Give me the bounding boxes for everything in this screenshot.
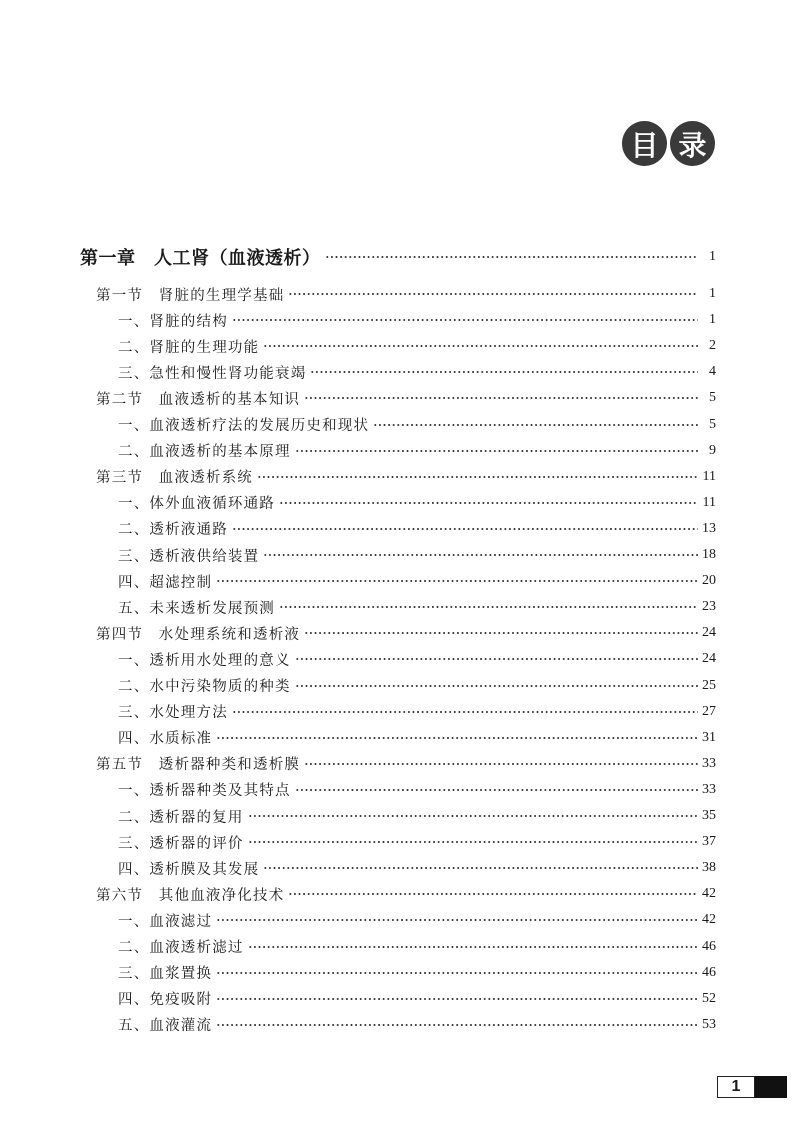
toc-item-page: 4 <box>709 364 716 380</box>
toc-item[interactable] <box>118 360 716 384</box>
toc-item[interactable] <box>118 935 716 959</box>
heading-char-2: 录 <box>670 121 715 166</box>
toc-section-label: 第六节 其他血液净化技术 <box>96 887 285 904</box>
toc-item-label: 二、透析器的复用 <box>118 809 244 826</box>
toc-item[interactable] <box>118 987 716 1011</box>
toc-item[interactable] <box>118 439 716 463</box>
toc-item[interactable] <box>118 830 716 854</box>
toc-section[interactable] <box>96 621 716 645</box>
toc-item-page: 25 <box>702 677 716 693</box>
dot-leader <box>216 1024 698 1026</box>
toc-item-label: 一、透析器种类及其特点 <box>118 783 291 800</box>
toc-section-page: 42 <box>702 886 716 902</box>
toc-section-label: 第一节 肾脏的生理学基础 <box>96 287 285 304</box>
toc-item-label: 三、血浆置换 <box>118 966 213 983</box>
toc-section-page: 33 <box>702 755 716 771</box>
toc-item[interactable] <box>118 517 716 541</box>
toc-item[interactable] <box>118 491 716 515</box>
dot-leader <box>279 502 698 504</box>
dot-leader <box>232 528 698 530</box>
toc-item-page: 38 <box>702 860 716 876</box>
dot-leader <box>216 972 698 974</box>
toc-section-page: 1 <box>709 286 716 301</box>
toc-section[interactable] <box>96 386 716 410</box>
dot-leader <box>304 763 698 765</box>
toc-item-page: 42 <box>702 912 716 928</box>
toc-item[interactable] <box>118 961 716 985</box>
dot-leader <box>373 424 698 426</box>
toc-item-label: 二、血液透析滤过 <box>118 940 244 956</box>
toc-item-label: 一、肾脏的结构 <box>118 313 228 330</box>
toc-item-page: 35 <box>702 808 716 823</box>
toc-section-page: 24 <box>702 625 716 641</box>
dot-leader <box>295 789 698 791</box>
toc-item[interactable] <box>118 856 716 880</box>
toc-item-label: 四、超滤控制 <box>118 574 213 591</box>
dot-leader <box>216 580 698 582</box>
toc-item[interactable] <box>118 413 716 437</box>
toc-chapter[interactable] <box>80 242 716 272</box>
heading-char-1: 目 <box>622 121 667 166</box>
toc-item-page: 46 <box>702 938 716 954</box>
toc-item-page: 27 <box>702 703 716 719</box>
toc-item-label: 一、体外血液循环通路 <box>118 496 275 513</box>
dot-leader <box>304 397 698 399</box>
dot-leader <box>295 658 698 660</box>
toc-item-page: 24 <box>702 651 716 667</box>
toc-section-page: 5 <box>709 390 716 406</box>
dot-leader <box>263 554 698 556</box>
toc-item-label: 一、透析用水处理的意义 <box>118 652 291 669</box>
toc-item[interactable] <box>118 778 716 802</box>
toc-section-page: 11 <box>702 468 716 484</box>
toc-item-label: 五、血液灌流 <box>118 1018 213 1035</box>
toc-item-label: 三、透析液供给装置 <box>118 548 260 565</box>
dot-leader <box>232 711 698 713</box>
dot-leader <box>295 685 698 687</box>
dot-leader <box>257 476 698 478</box>
dot-leader <box>310 371 698 373</box>
dot-leader <box>232 319 698 321</box>
toc-section-label: 第三节 血液透析系统 <box>96 470 253 487</box>
toc-item-page: 5 <box>709 416 716 432</box>
toc-section-label: 第四节 水处理系统和透析液 <box>96 626 301 643</box>
toc-item-page: 2 <box>709 338 716 354</box>
toc-section[interactable] <box>96 282 716 306</box>
toc-item[interactable] <box>118 647 716 671</box>
toc-item[interactable] <box>118 543 716 567</box>
dot-leader <box>295 450 698 452</box>
page-number: 1 <box>717 1076 755 1098</box>
toc-item-label: 五、未来透析发展预测 <box>118 600 275 617</box>
toc-item-page: 33 <box>702 781 716 797</box>
toc-item-label: 二、血液透析的基本原理 <box>118 444 291 461</box>
toc-item[interactable] <box>118 334 716 358</box>
toc-item[interactable] <box>118 569 716 593</box>
dot-leader <box>288 293 698 295</box>
dot-leader <box>263 345 698 347</box>
page-number-bar <box>755 1076 787 1098</box>
toc-item-label: 一、血液滤过 <box>118 913 213 930</box>
dot-leader <box>325 256 699 258</box>
toc-item-page: 9 <box>709 442 716 458</box>
toc-item[interactable] <box>118 726 716 750</box>
toc-item-label: 二、水中污染物质的种类 <box>118 679 291 695</box>
toc-item[interactable] <box>118 595 716 619</box>
toc-item-label: 二、透析液通路 <box>118 522 228 539</box>
toc-item-label: 四、透析膜及其发展 <box>118 861 260 878</box>
dot-leader <box>279 606 698 608</box>
dot-leader <box>216 998 698 1000</box>
dot-leader <box>248 946 698 948</box>
chapter-page: 1 <box>709 249 716 264</box>
dot-leader <box>216 919 698 921</box>
page-number-tab <box>717 1076 787 1098</box>
dot-leader <box>248 841 698 843</box>
toc-item[interactable] <box>118 308 716 332</box>
dot-leader <box>248 815 698 817</box>
chapter-title: 第一章 人工肾（血液透析） <box>80 248 321 269</box>
toc-section-label: 第二节 血液透析的基本知识 <box>96 391 301 408</box>
dot-leader <box>216 737 698 739</box>
toc-section[interactable] <box>96 882 716 906</box>
dot-leader <box>304 632 698 634</box>
dot-leader <box>288 893 698 895</box>
toc-section[interactable] <box>96 752 716 776</box>
toc-item-page: 20 <box>702 573 716 589</box>
toc-item-label: 四、水质标准 <box>118 731 213 748</box>
toc-item[interactable] <box>118 908 716 932</box>
toc-item-label: 四、免疫吸附 <box>118 992 213 1009</box>
toc-item-page: 18 <box>702 547 716 562</box>
toc-item[interactable] <box>118 700 716 724</box>
toc-item-page: 31 <box>702 729 716 745</box>
toc-item-page: 37 <box>702 834 716 850</box>
toc-item-label: 二、肾脏的生理功能 <box>118 339 260 356</box>
toc-item[interactable] <box>118 1013 716 1037</box>
toc-item-page: 1 <box>709 312 716 328</box>
toc-item-page: 13 <box>702 520 716 536</box>
toc-section-label: 第五节 透析器种类和透析膜 <box>96 757 301 774</box>
toc-item-label: 一、血液透析疗法的发展历史和现状 <box>118 418 370 434</box>
toc-item-page: 52 <box>702 990 716 1006</box>
dot-leader <box>263 867 698 869</box>
toc-item-page: 53 <box>702 1016 716 1032</box>
toc-item-label: 三、透析器的评价 <box>118 835 244 852</box>
toc-item-page: 23 <box>702 599 716 615</box>
toc-item-label: 三、急性和慢性肾功能衰竭 <box>118 365 307 382</box>
toc-item-label: 三、水处理方法 <box>118 705 228 722</box>
toc-item-page: 46 <box>702 964 716 980</box>
toc-item[interactable] <box>118 674 716 698</box>
toc-item-page: 11 <box>702 494 716 510</box>
toc-section[interactable] <box>96 465 716 489</box>
toc-item[interactable] <box>118 804 716 828</box>
